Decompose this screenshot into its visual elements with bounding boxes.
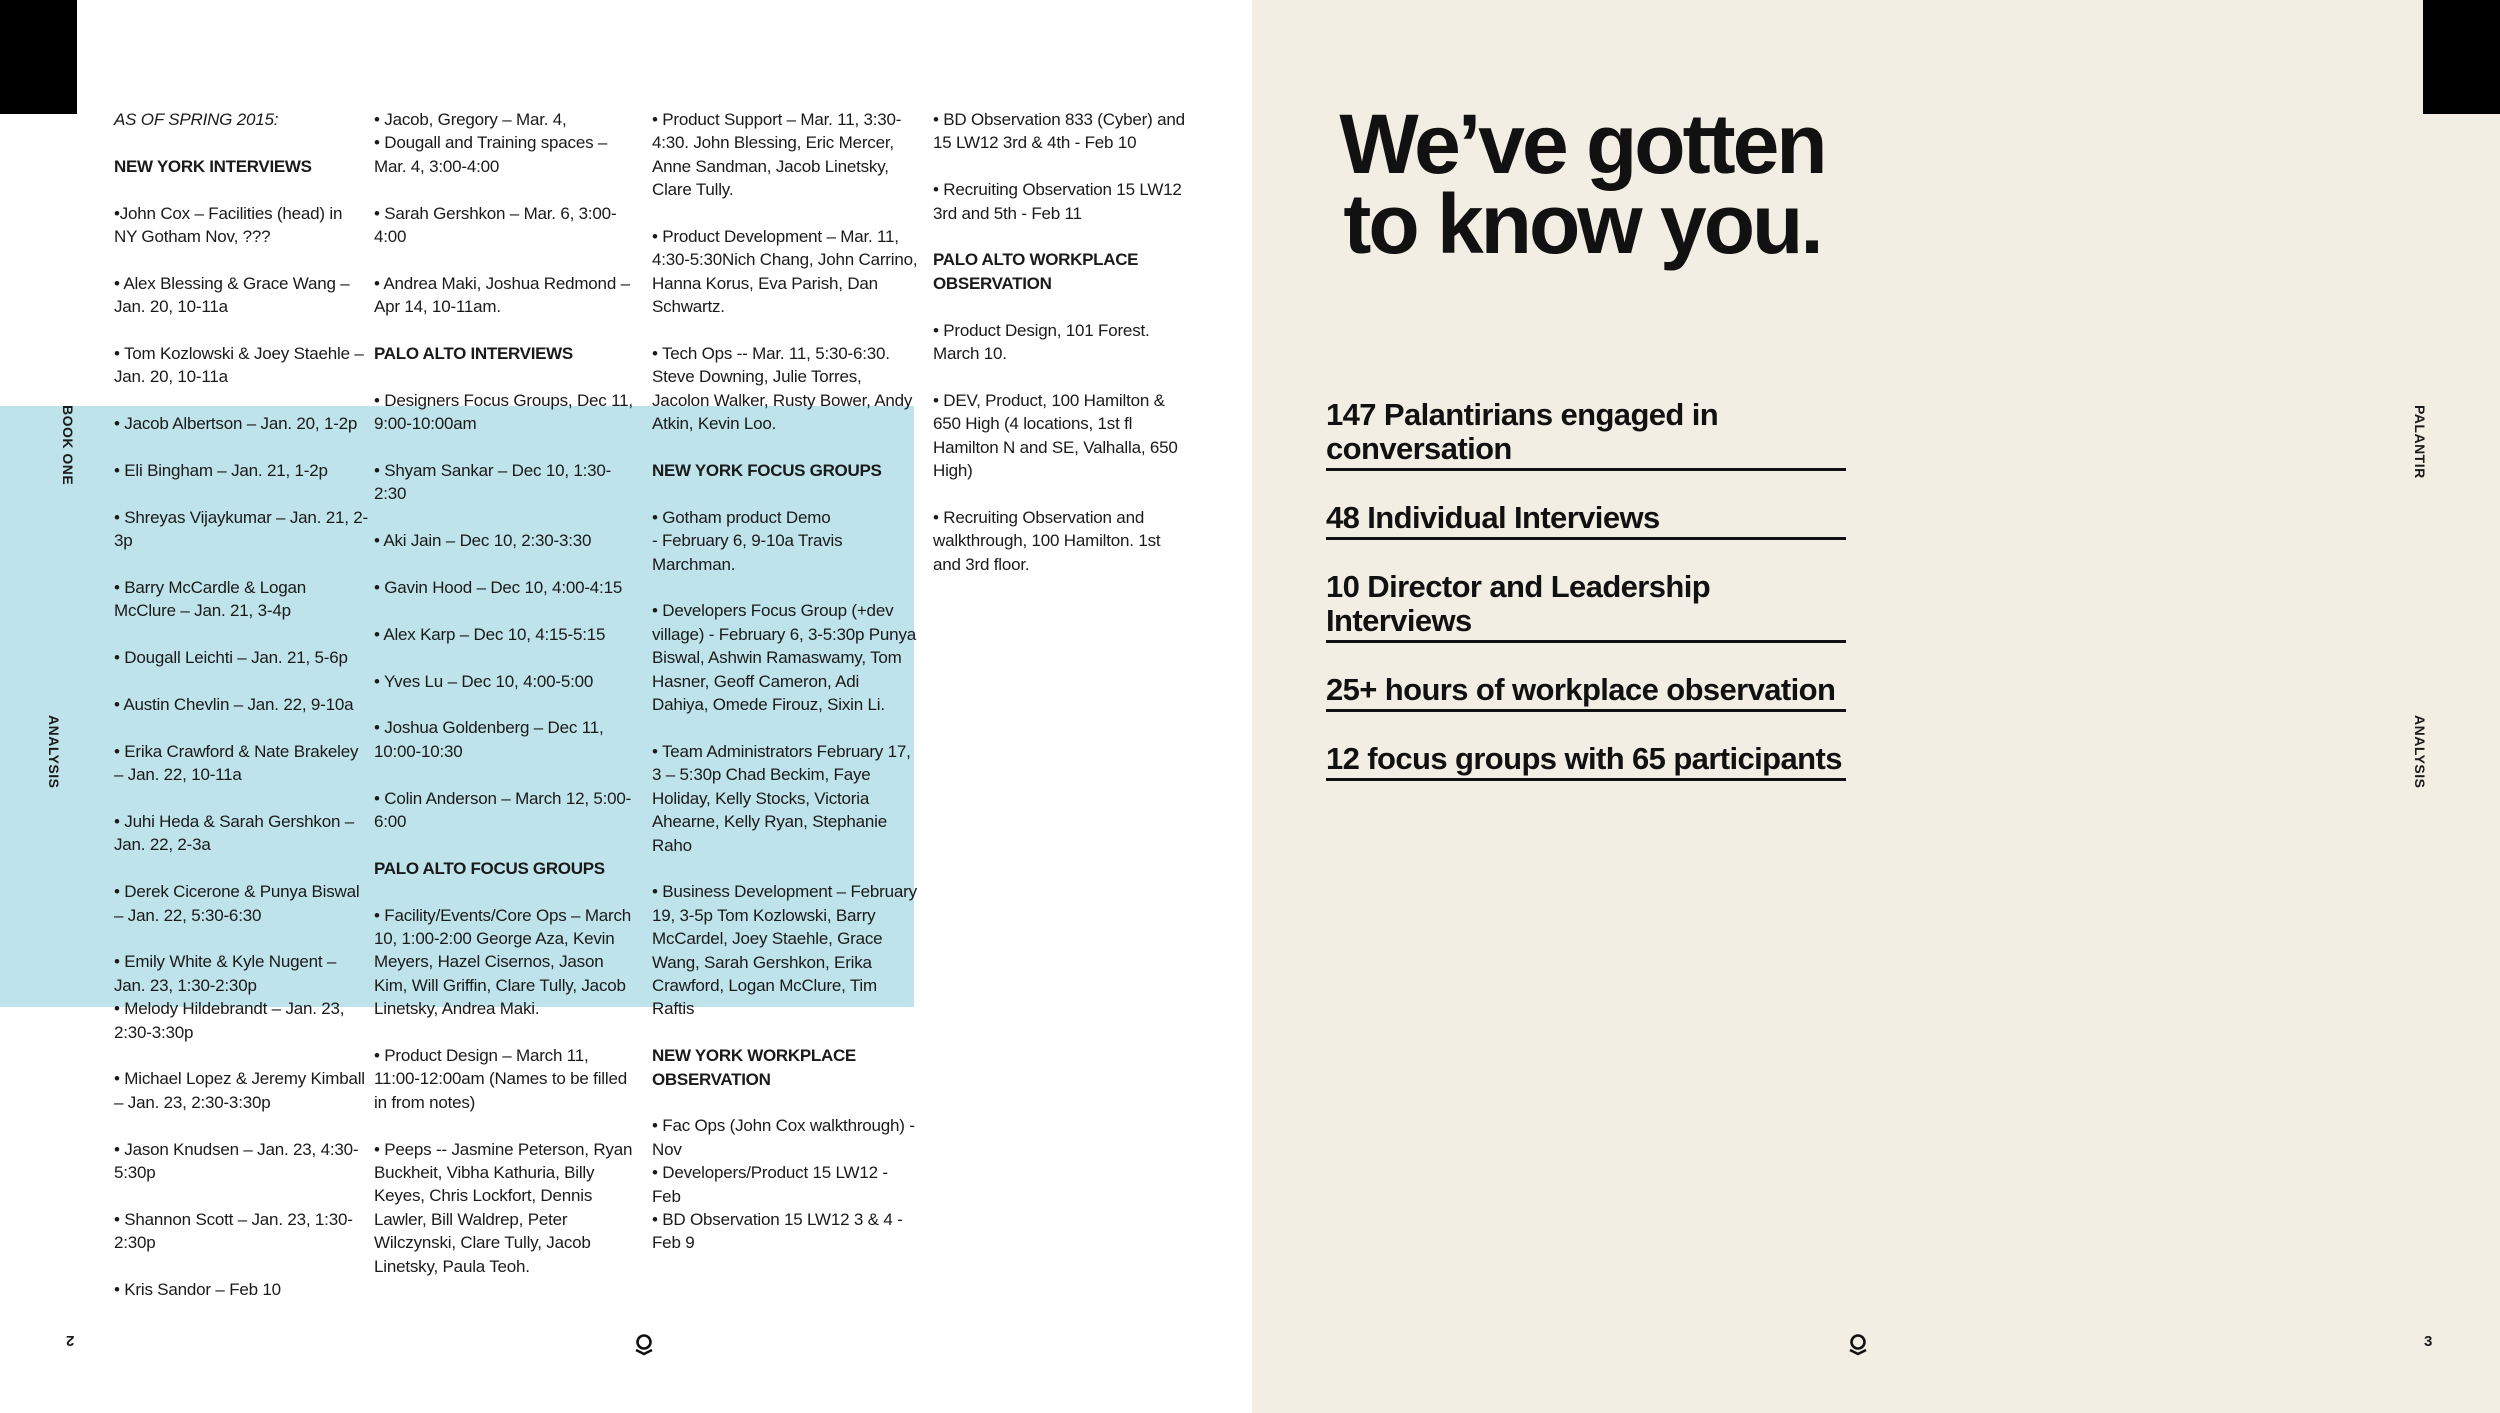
list-item: •John Cox – Facilities (head) in NY Gotham Nov, ??? bbox=[114, 203, 343, 246]
headline-line-1: We’ve gotten bbox=[1339, 97, 1825, 191]
list-item: • Alex Karp – Dec 10, 4:15-5:15 bbox=[374, 624, 606, 644]
list-item: • Andrea Maki, Joshua Redmond – Apr 14, 10-11am. bbox=[374, 273, 630, 317]
list-item: • Gavin Hood – Dec 10, 4:00-4:15 bbox=[374, 578, 623, 598]
list-item: • Team Administrators February 17, 3 – 5:30p Chad Beckim, Faye Holiday, Kelly Stocks, Victoria Ahearne, Kelly Ryan, Stephanie Raho bbox=[652, 741, 911, 855]
list-item: • Fac Ops (John Cox walkthrough) - Nov bbox=[652, 1116, 915, 1159]
list-item: • Jacob, Gregory – Mar. 4, bbox=[374, 110, 567, 129]
list-item: • BD Observation 15 LW12 3 & 4 - Feb 9 bbox=[652, 1209, 903, 1253]
section-heading: PALO ALTO INTERVIEWS bbox=[374, 344, 573, 364]
list-item: • Melody Hildebrandt – Jan. 23, 2:30-3:30p bbox=[114, 999, 345, 1042]
list-item: • Gotham product Demo - February 6, 9-10a Travis Marchman. bbox=[652, 507, 843, 574]
list-item: • Facility/Events/Core Ops – March 10, 1:00-2:00 George Aza, Kevin Meyers, Hazel Cisernos, Jason Kim, Will Griffin, Clare Tully, Jacob Linetsky, Andrea Maki. bbox=[374, 905, 632, 1019]
list-item: • Jason Knudsen – Jan. 23, 4:30-5:30p bbox=[114, 1139, 359, 1183]
palantir-logo-icon bbox=[1848, 1334, 1868, 1356]
list-item: • Colin Anderson – March 12, 5:00-6:00 bbox=[374, 788, 632, 832]
list-item: • DEV, Product, 100 Hamilton & 650 High (4 locations, 1st fl Hamilton N and SE, Valhalla, 650 High) bbox=[933, 390, 1178, 481]
stat-item: 12 focus groups with 65 participants bbox=[1326, 742, 1846, 781]
list-item: • Michael Lopez & Jeremy Kimball – Jan. 23, 2:30-3:30p bbox=[114, 1069, 365, 1112]
list-item: • Derek Cicerone & Punya Biswal – Jan. 22, 5:30-6:30 bbox=[114, 882, 360, 925]
list-item: • Recruiting Observation 15 LW12 3rd and 5th - Feb 11 bbox=[933, 180, 1182, 223]
list-item: • Joshua Goldenberg – Dec 11, 10:00-10:30 bbox=[374, 718, 604, 761]
stat-item: 147 Palantirians engaged in conversation bbox=[1326, 398, 1846, 471]
list-item: • Designers Focus Groups, Dec 11, 9:00-10:00am bbox=[374, 390, 633, 434]
section-heading: PALO ALTO WORKPLACE OBSERVATION bbox=[933, 250, 1139, 293]
list-item: • BD Observation 833 (Cyber) and 15 LW12 3rd & 4th - Feb 10 bbox=[933, 110, 1185, 153]
list-item: • Developers Focus Group (+dev village) - February 6, 3-5:30p Punya Biswal, Ashwin Ramaswamy, Tom Hasner, Geoff Cameron, Adi Dahiya, Omede Firouz, Sixin Li. bbox=[652, 601, 916, 715]
list-item: • Product Development – Mar. 11, 4:30-5:30Nich Chang, John Carrino, Hanna Korus, Eva Parish, Dan Schwartz. bbox=[652, 227, 918, 317]
list-item: • Jacob Albertson – Jan. 20, 1-2p bbox=[114, 414, 358, 434]
list-item: • Product Support – Mar. 11, 3:30-4:30. John Blessing, Eric Mercer, Anne Sandman, Jacob Linetsky, Clare Tully. bbox=[652, 110, 902, 200]
list-item: • Business Development – February 19, 3-5p Tom Kozlowski, Barry McCardel, Joey Staehle, Grace Wang, Sarah Gershkon, Erika Crawford, Logan McClure, Tim Raftis bbox=[652, 882, 917, 1019]
list-item: • Dougall Leichti – Jan. 21, 5-6p bbox=[114, 648, 348, 668]
section-heading: NEW YORK FOCUS GROUPS bbox=[652, 461, 882, 481]
list-item: • Product Design – March 11, 11:00-12:00am (Names to be filled in from notes) bbox=[374, 1046, 627, 1112]
headline-line-2: to know you. bbox=[1343, 177, 1821, 271]
stat-item: 10 Director and Leadership Interviews bbox=[1326, 570, 1846, 643]
list-item: • Alex Blessing & Grace Wang – Jan. 20, 10-11a bbox=[114, 273, 350, 317]
stat-item: 25+ hours of workplace observation bbox=[1326, 673, 1846, 712]
list-item: • Tech Ops -- Mar. 11, 5:30-6:30. Steve Downing, Julie Torres, Jacolon Walker, Rusty Bower, Andy Atkin, Kevin Loo. bbox=[652, 344, 913, 434]
column-4 bbox=[933, 108, 1191, 599]
column-1 bbox=[114, 108, 368, 1325]
list-item: • Eli Bingham – Jan. 21, 1-2p bbox=[114, 461, 328, 480]
list-item: • Austin Chevlin – Jan. 22, 9-10a bbox=[114, 695, 354, 714]
brand-label: PALANTIR bbox=[2412, 405, 2428, 479]
intro-note: AS OF SPRING 2015: bbox=[114, 110, 279, 129]
list-item: • Emily White & Kyle Nugent – Jan. 23, 1:30-2:30p bbox=[114, 952, 337, 995]
column-2 bbox=[374, 108, 636, 1301]
list-item: • Shreyas Vijaykumar – Jan. 21, 2-3p bbox=[114, 507, 368, 551]
list-item: • Shyam Sankar – Dec 10, 1:30-2:30 bbox=[374, 461, 612, 504]
list-item: • Product Design, 101 Forest. March 10. bbox=[933, 320, 1150, 364]
list-item: • Aki Jain – Dec 10, 2:30-3:30 bbox=[374, 531, 592, 551]
list-item: • Tom Kozlowski & Joey Staehle – Jan. 20, 10-11a bbox=[114, 344, 364, 387]
book-label: BOOK ONE bbox=[60, 405, 76, 486]
list-item: • Sarah Gershkon – Mar. 6, 3:00-4:00 bbox=[374, 203, 617, 247]
list-item: • Barry McCardle & Logan McClure – Jan. 21, 3-4p bbox=[114, 578, 307, 621]
palantir-logo-icon bbox=[634, 1334, 654, 1356]
list-item: • Shannon Scott – Jan. 23, 1:30-2:30p bbox=[114, 1209, 353, 1253]
list-item: • Kris Sandor – Feb 10 bbox=[114, 1280, 281, 1300]
column-3 bbox=[652, 108, 918, 1278]
list-item: • Erika Crawford & Nate Brakeley – Jan. 22, 10-11a bbox=[114, 741, 359, 785]
analysis-label-left: ANALYSIS bbox=[46, 715, 62, 789]
list-item: • Peeps -- Jasmine Peterson, Ryan Buckheit, Vibha Kathuria, Billy Keyes, Chris Lockfort, Dennis Lawler, Bill Waldrep, Peter Wilczynski, Clare Tully, Jacob Linetsky, Paula Teoh. bbox=[374, 1139, 633, 1276]
list-item: • Yves Lu – Dec 10, 4:00-5:00 bbox=[374, 671, 594, 691]
section-heading: PALO ALTO FOCUS GROUPS bbox=[374, 858, 605, 878]
list-item: • Developers/Product 15 LW12 - Feb bbox=[652, 1163, 888, 1206]
corner-block-left bbox=[0, 0, 77, 114]
section-heading: NEW YORK INTERVIEWS bbox=[114, 156, 312, 176]
analysis-label-right: ANALYSIS bbox=[2412, 715, 2428, 789]
corner-block-right bbox=[2423, 0, 2500, 114]
section-heading: NEW YORK WORKPLACE OBSERVATION bbox=[652, 1046, 856, 1089]
list-item: • Juhi Heda & Sarah Gershkon – Jan. 22, 2-3a bbox=[114, 812, 354, 855]
page-headline bbox=[1322, 97, 1842, 271]
stat-item: 48 Individual Interviews bbox=[1326, 501, 1846, 540]
stats-list bbox=[1326, 398, 1846, 811]
list-item: • Dougall and Training spaces – Mar. 4, 3:00-4:00 bbox=[374, 133, 608, 176]
page-number-left: 2 bbox=[66, 1332, 75, 1349]
page-number-right: 3 bbox=[2424, 1333, 2433, 1350]
list-item: • Recruiting Observation and walkthrough, 100 Hamilton. 1st and 3rd floor. bbox=[933, 507, 1161, 574]
